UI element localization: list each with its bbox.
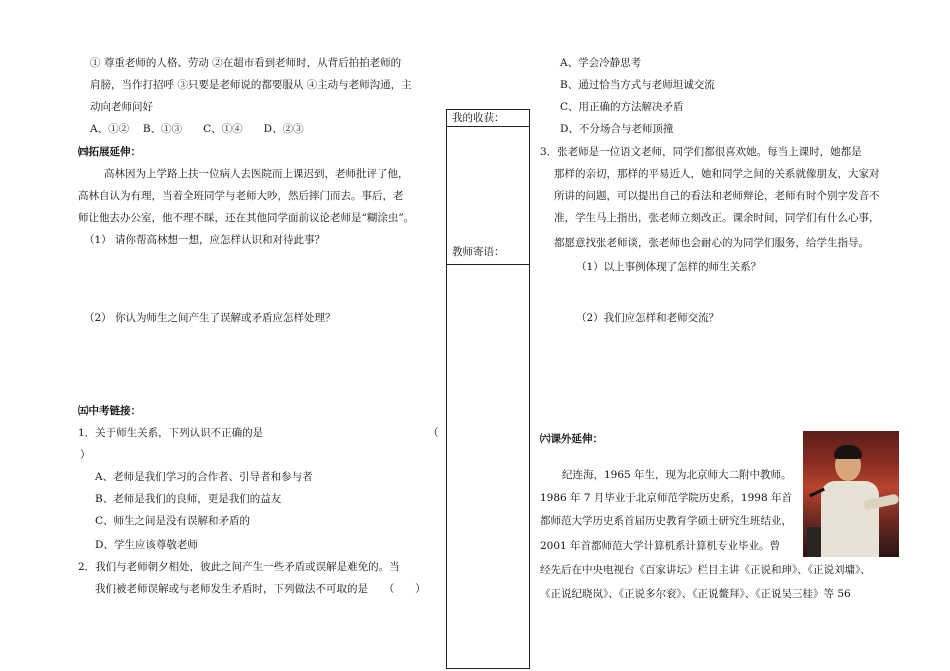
hair-shape xyxy=(834,445,862,459)
exam-question-2-line-2: 我们被老师误解或与老师发生矛盾时，下列做法不可取的是 （ ） xyxy=(95,583,426,595)
question-3-line-3: 所讲的问题，可以提出自己的看法和老师辩论，老师有时个别字发音不 xyxy=(554,190,880,202)
right-option-c: C、用正确的方法解决矛盾 xyxy=(560,101,684,113)
exam-option-d: D、学生应该尊敬老师 xyxy=(95,539,198,551)
exam-question-1-paren-close: ） xyxy=(80,449,91,461)
right-option-b: B、通过恰当方式与老师坦诚交流 xyxy=(560,79,715,91)
teacher-photo xyxy=(803,431,899,557)
harvest-label: 我的收获： xyxy=(452,112,505,124)
story-line-3: 师让他去办公室，他不理不睬，还在其他同学面前议论老师是“糊涂虫”。 xyxy=(78,212,415,224)
extra-section-title: ㈥课外延伸： xyxy=(540,433,603,445)
extend-section-title: ㈣拓展延伸： xyxy=(78,146,141,158)
exam-section-title: ㈤中考链接： xyxy=(78,405,141,417)
notes-column xyxy=(446,109,530,669)
exam-question-1: 1．关于师生关系，下列认识不正确的是 xyxy=(78,427,264,439)
story-line-1: 高林因为上学路上扶一位病人去医院而上课迟到，老师批评了他， xyxy=(104,168,409,180)
exam-option-c: C、师生之间是没有误解和矛盾的 xyxy=(95,515,251,527)
question-3-line-1: 3．张老师是一位语文老师，同学们都很喜欢她。每当上课时，她都是 xyxy=(540,146,862,158)
harvest-divider xyxy=(447,126,529,127)
question-3-line-4: 准，学生马上指出，张老师立刻改正。课余时间，同学们有什么心事， xyxy=(554,212,880,224)
bio-line-3: 都师范大学历史系首届历史教育学硕士研究生班结业， xyxy=(540,515,792,527)
teacher-note-divider xyxy=(447,264,529,265)
bio-line-1: 纪连海，1965 年生，现为北京师大二附中教师。 xyxy=(562,469,792,481)
exam-question-2-line-1: 2．我们与老师朝夕相处，彼此之间产生一些矛盾或误解是难免的。当 xyxy=(78,561,400,573)
right-option-a: A、学会冷静思考 xyxy=(560,57,642,69)
bio-line-2: 1986 年 7 月毕业于北京师范学院历史系，1998 年首 xyxy=(540,492,792,504)
exam-option-a: A、老师是我们学习的合作者、引导者和参与者 xyxy=(95,471,313,483)
question-option-line-1: ① 尊重老师的人格、劳动 ②在超市看到老师时，从背后拍拍老师的 xyxy=(90,57,402,69)
question-option-line-3: 动向老师问好 xyxy=(90,101,153,113)
shirt-shape xyxy=(821,481,879,557)
bio-line-5: 经先后在中央电视台《百家讲坛》栏目主讲《正说和珅》、《正说刘墉》、 xyxy=(540,564,871,576)
extend-question-1: （1） 请你帮高林想一想，应怎样认识和对待此事？ xyxy=(84,234,326,246)
exam-question-1-paren-open: （ xyxy=(428,427,439,439)
bio-line-4: 2001 年首都师范大学计算机系计算机专业毕业。曾 xyxy=(540,540,781,552)
bio-line-6: 《正说纪晓岚》、《正说多尔衮》、《正说鳌拜》、《正说吴三桂》等 56 xyxy=(540,588,851,600)
question-3-line-5: 都愿意找张老师谈，张老师也会耐心的为同学们服务，给学生指导。 xyxy=(554,237,869,249)
question-3-sub-2: （2）我们应怎样和老师交流？ xyxy=(576,312,720,324)
right-option-d: D、不分场合与老师顶撞 xyxy=(560,123,674,135)
question-choices: A、①② B、①③ C、①④ D、②③ xyxy=(90,123,304,135)
question-3-line-2: 那样的亲切，那样的平易近人，她和同学之间的关系就像朋友，大家对 xyxy=(554,168,880,180)
exam-option-b: B、老师是我们的良师，更是我们的益友 xyxy=(95,493,282,505)
extend-question-2: （2） 你认为师生之间产生了误解或矛盾应怎样处理？ xyxy=(84,312,336,324)
question-3-sub-1: （1）以上事例体现了怎样的师生关系？ xyxy=(576,261,762,273)
teacher-note-label: 教师寄语： xyxy=(452,246,505,258)
story-line-2: 高林自认为有理，当着全班同学与老师大吵，然后摔门而去。事后，老 xyxy=(78,190,404,202)
question-option-line-2: 肩膀，当作打招呼 ③只要是老师说的都要服从 ④主动与老师沟通，主 xyxy=(90,79,412,91)
